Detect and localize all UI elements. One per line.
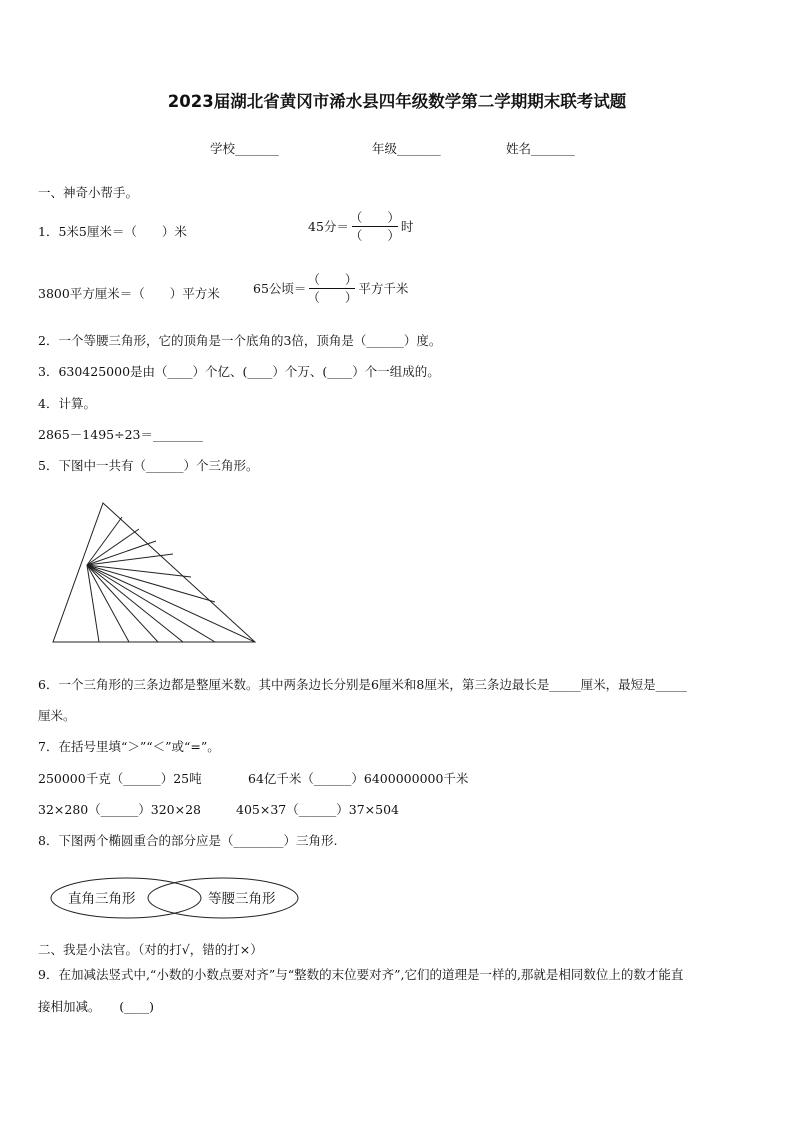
fraction-blank[interactable] bbox=[350, 210, 400, 243]
venn-right-label: 等腰三角形 bbox=[208, 891, 276, 907]
grade-field bbox=[372, 141, 441, 157]
question-5: 5．下图中一共有（______）个三角形。 bbox=[38, 458, 259, 473]
fan-line bbox=[87, 565, 191, 577]
q1-d-left: 65公顷＝ bbox=[253, 280, 307, 296]
question-2: 2．一个等腰三角形，它的顶角是一个底角的3倍，顶角是（______）度。 bbox=[38, 333, 442, 348]
fan-line bbox=[87, 565, 255, 642]
question-3: 3．630425000是由（____）个亿、(____）个万、(____）个一组成的。 bbox=[38, 364, 440, 379]
name-blank[interactable]: _______ bbox=[531, 141, 575, 156]
grade-blank[interactable]: _______ bbox=[397, 141, 441, 156]
section-1-heading: 一、神奇小帮手。 bbox=[38, 185, 139, 200]
question-4-expression: 2865－1495÷23＝________ bbox=[38, 427, 204, 442]
section-2-heading: 二、我是小法官。（对的打√，错的打×） bbox=[38, 942, 263, 957]
fan-line bbox=[87, 541, 156, 565]
q1-part-c: 3800平方厘米＝（ ）平方米 bbox=[38, 286, 220, 301]
q7-compare-3: 32×280（______）320×28 bbox=[38, 802, 201, 817]
name-label: 姓名 bbox=[506, 141, 532, 156]
school-label: 学校 bbox=[210, 141, 236, 156]
q1-part-a: 1．5米5厘米＝（ ）米 bbox=[38, 224, 187, 239]
fraction-bar bbox=[352, 226, 398, 227]
q1-d-right: 平方千米 bbox=[358, 280, 409, 296]
question-7: 7．在括号里填“＞”“＜”或“=”。 bbox=[38, 739, 220, 754]
q1-part-b bbox=[308, 210, 413, 243]
denominator-blank: （ ） bbox=[349, 228, 400, 243]
question-6-line-1: 6．一个三角形的三条边都是整厘米数。其中两条边长分别是6厘米和8厘米，第三条边最长是_____厘米，最短是_____ bbox=[38, 677, 687, 692]
q7-compare-4: 405×37（______）37×504 bbox=[236, 802, 399, 817]
triangle-fan-figure bbox=[45, 495, 265, 650]
fan-line bbox=[87, 517, 122, 565]
fan-line bbox=[87, 565, 183, 642]
q7-compare-2: 64亿千米（______）6400000000千米 bbox=[248, 771, 469, 786]
fraction-blank[interactable] bbox=[307, 272, 357, 305]
denominator-blank: （ ） bbox=[307, 290, 358, 305]
question-6-line-2: 厘米。 bbox=[38, 708, 76, 723]
page-title: 2023届湖北省黄冈市浠水县四年级数学第二学期期末联考试题 bbox=[167, 92, 627, 111]
venn-left-label: 直角三角形 bbox=[68, 891, 136, 907]
question-4: 4．计算。 bbox=[38, 396, 96, 411]
numerator-blank: （ ） bbox=[307, 272, 358, 287]
q1-b-right: 时 bbox=[400, 218, 414, 234]
question-8: 8．下图两个椭圆重合的部分应是（________）三角形. bbox=[38, 833, 338, 848]
q1-b-left: 45分＝ bbox=[308, 218, 349, 234]
numerator-blank: （ ） bbox=[349, 210, 400, 225]
fraction-bar bbox=[309, 288, 355, 289]
venn-diagram bbox=[48, 875, 303, 921]
school-field bbox=[210, 141, 279, 157]
question-9-line-1: 9．在加减法竖式中,“小数的小数点要对齐”与“整数的末位要对齐”,它们的道理是一样的,那就是相同数位上的数才能直 bbox=[38, 967, 684, 982]
q7-compare-1: 250000千克（______）25吨 bbox=[38, 771, 202, 786]
name-field bbox=[506, 141, 575, 157]
question-9-line-2: 接相加减。 (____) bbox=[38, 999, 155, 1014]
q1-part-d bbox=[253, 272, 408, 305]
fan-line bbox=[87, 565, 215, 642]
school-blank[interactable]: _______ bbox=[235, 141, 279, 156]
fan-line bbox=[87, 565, 215, 602]
grade-label: 年级 bbox=[372, 141, 398, 156]
